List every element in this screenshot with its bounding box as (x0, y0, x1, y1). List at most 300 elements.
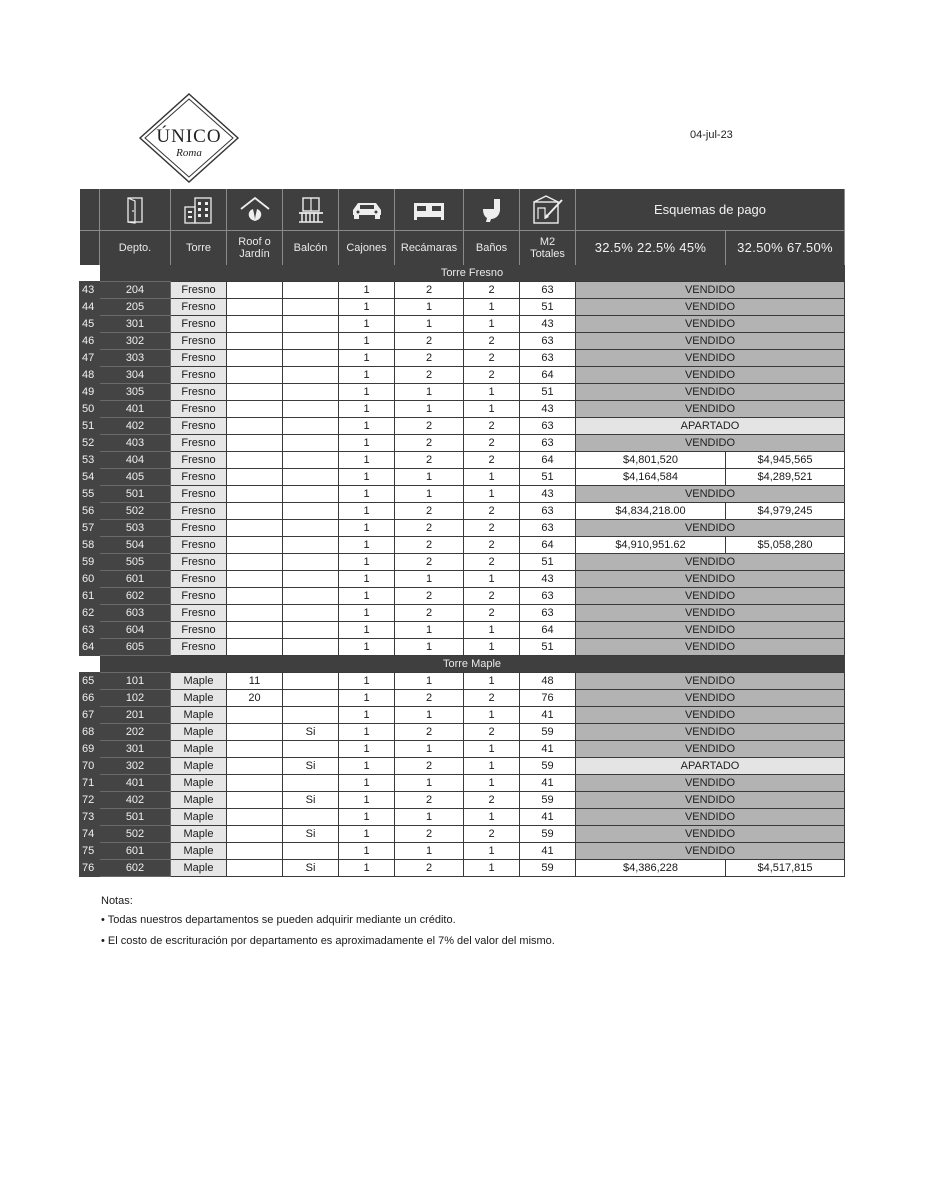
balcon-cell (283, 316, 339, 333)
logo (138, 92, 240, 184)
banos-cell: 1 (464, 775, 520, 792)
torre-cell: Maple (171, 826, 227, 843)
roof-cell (227, 707, 283, 724)
cajones-cell: 1 (339, 367, 395, 384)
roof-cell (227, 860, 283, 877)
m2-cell: 76 (520, 690, 576, 707)
row-number: 75 (80, 843, 100, 860)
cajones-cell: 1 (339, 537, 395, 554)
balcon-cell (283, 486, 339, 503)
roof-cell (227, 537, 283, 554)
depto-cell: 401 (100, 401, 171, 418)
torre-cell: Fresno (171, 401, 227, 418)
section-title: Torre Fresno (100, 265, 845, 282)
recamaras-cell: 2 (395, 758, 464, 775)
banos-cell: 2 (464, 605, 520, 622)
units-table (79, 189, 845, 877)
torre-cell: Fresno (171, 554, 227, 571)
m2-cell: 41 (520, 843, 576, 860)
section-gutter (80, 265, 100, 282)
torre-cell: Maple (171, 673, 227, 690)
roof-cell (227, 452, 283, 469)
depto-cell: 201 (100, 707, 171, 724)
banos-cell: 2 (464, 282, 520, 299)
status-cell: VENDIDO (576, 435, 845, 452)
header-roof-label: Roof o Jardín (238, 236, 271, 260)
table-row (80, 503, 845, 520)
banos-cell: 1 (464, 673, 520, 690)
price-scheme-2: $4,979,245 (726, 503, 845, 520)
depto-cell: 301 (100, 741, 171, 758)
cajones-cell: 1 (339, 571, 395, 588)
cajones-cell: 1 (339, 673, 395, 690)
table-row (80, 588, 845, 605)
row-number: 60 (80, 571, 100, 588)
table-row (80, 826, 845, 843)
roof-cell: 20 (227, 690, 283, 707)
m2-cell: 43 (520, 401, 576, 418)
row-number: 67 (80, 707, 100, 724)
roof-cell (227, 826, 283, 843)
row-number: 47 (80, 350, 100, 367)
row-number: 70 (80, 758, 100, 775)
roof-cell (227, 520, 283, 537)
balcon-cell (283, 384, 339, 401)
depto-cell: 101 (100, 673, 171, 690)
status-cell: VENDIDO (576, 724, 845, 741)
recamaras-cell: 2 (395, 452, 464, 469)
depto-cell: 604 (100, 622, 171, 639)
row-number: 43 (80, 282, 100, 299)
m2-cell: 63 (520, 588, 576, 605)
m2-cell: 63 (520, 282, 576, 299)
status-cell: VENDIDO (576, 350, 845, 367)
depto-cell: 602 (100, 588, 171, 605)
m2-cell: 43 (520, 316, 576, 333)
table-row (80, 605, 845, 622)
torre-cell: Fresno (171, 418, 227, 435)
balcon-cell (283, 707, 339, 724)
header-depto: Depto. (100, 231, 171, 266)
m2-cell: 63 (520, 503, 576, 520)
recamaras-cell: 1 (395, 707, 464, 724)
roof-cell (227, 843, 283, 860)
notes-title: Notas: (101, 895, 133, 907)
torre-cell: Fresno (171, 299, 227, 316)
header-banos: Baños (464, 231, 520, 266)
m2-cell: 48 (520, 673, 576, 690)
torre-cell: Fresno (171, 435, 227, 452)
table-row (80, 775, 845, 792)
banos-cell: 2 (464, 554, 520, 571)
cajones-cell: 1 (339, 469, 395, 486)
depto-cell: 302 (100, 333, 171, 350)
header-cajones: Cajones (339, 231, 395, 266)
status-cell: VENDIDO (576, 554, 845, 571)
recamaras-cell: 1 (395, 571, 464, 588)
depto-cell: 303 (100, 350, 171, 367)
cajones-cell: 1 (339, 554, 395, 571)
m2-cell: 41 (520, 707, 576, 724)
depto-cell: 404 (100, 452, 171, 469)
depto-cell: 401 (100, 775, 171, 792)
torre-cell: Maple (171, 775, 227, 792)
balcon-cell (283, 282, 339, 299)
table-row (80, 707, 845, 724)
units-body (80, 265, 845, 877)
table-row (80, 537, 845, 554)
m2-cell: 51 (520, 469, 576, 486)
balcon-cell (283, 843, 339, 860)
m2-cell: 51 (520, 554, 576, 571)
m2-cell: 64 (520, 537, 576, 554)
torre-cell: Fresno (171, 333, 227, 350)
recamaras-cell: 2 (395, 282, 464, 299)
cajones-cell: 1 (339, 435, 395, 452)
car-icon (350, 198, 384, 222)
price-scheme-1: $4,801,520 (576, 452, 726, 469)
cajones-cell: 1 (339, 282, 395, 299)
banos-cell: 2 (464, 435, 520, 452)
row-number: 73 (80, 809, 100, 826)
cajones-cell: 1 (339, 690, 395, 707)
status-cell: VENDIDO (576, 741, 845, 758)
header-m2-label: M2 Totales (530, 236, 565, 260)
section-gutter (80, 656, 100, 673)
status-cell: VENDIDO (576, 843, 845, 860)
depto-cell: 501 (100, 809, 171, 826)
recamaras-cell: 1 (395, 843, 464, 860)
status-cell: VENDIDO (576, 605, 845, 622)
table-row (80, 741, 845, 758)
cajones-cell: 1 (339, 809, 395, 826)
row-number: 61 (80, 588, 100, 605)
roof-cell (227, 554, 283, 571)
cajones-cell: 1 (339, 792, 395, 809)
row-number: 50 (80, 401, 100, 418)
header-icon-cell (100, 189, 171, 231)
roof-cell (227, 758, 283, 775)
recamaras-cell: 1 (395, 469, 464, 486)
table-row (80, 571, 845, 588)
status-cell: VENDIDO (576, 673, 845, 690)
table-row (80, 435, 845, 452)
price-scheme-2: $5,058,280 (726, 537, 845, 554)
recamaras-cell: 2 (395, 605, 464, 622)
table-row (80, 452, 845, 469)
torre-cell: Fresno (171, 605, 227, 622)
header-m2 (520, 231, 576, 266)
torre-cell: Maple (171, 724, 227, 741)
row-number: 48 (80, 367, 100, 384)
m2-cell: 59 (520, 758, 576, 775)
torre-cell: Fresno (171, 486, 227, 503)
price-scheme-2: $4,289,521 (726, 469, 845, 486)
m2-cell: 51 (520, 384, 576, 401)
table-row (80, 401, 845, 418)
depto-cell: 302 (100, 758, 171, 775)
balcon-cell (283, 741, 339, 758)
roof-cell (227, 571, 283, 588)
banos-cell: 1 (464, 299, 520, 316)
torre-cell: Fresno (171, 282, 227, 299)
row-number: 65 (80, 673, 100, 690)
price-scheme-1: $4,834,218.00 (576, 503, 726, 520)
table-row (80, 486, 845, 503)
row-number: 58 (80, 537, 100, 554)
banos-cell: 1 (464, 486, 520, 503)
torre-cell: Maple (171, 707, 227, 724)
table-row (80, 384, 845, 401)
cajones-cell: 1 (339, 333, 395, 350)
table-row (80, 843, 845, 860)
depto-cell: 505 (100, 554, 171, 571)
status-cell: VENDIDO (576, 401, 845, 418)
recamaras-cell: 1 (395, 299, 464, 316)
recamaras-cell: 2 (395, 520, 464, 537)
table-row (80, 554, 845, 571)
table-row (80, 350, 845, 367)
balcon-cell (283, 350, 339, 367)
door-icon (124, 196, 146, 224)
banos-cell: 1 (464, 741, 520, 758)
recamaras-cell: 1 (395, 384, 464, 401)
table-row (80, 690, 845, 707)
cajones-cell: 1 (339, 486, 395, 503)
cajones-cell: 1 (339, 350, 395, 367)
document-date: 04-jul-23 (690, 129, 733, 141)
status-cell: VENDIDO (576, 826, 845, 843)
balcon-cell (283, 775, 339, 792)
balcon-cell (283, 588, 339, 605)
table-row (80, 622, 845, 639)
recamaras-cell: 2 (395, 690, 464, 707)
status-cell: VENDIDO (576, 571, 845, 588)
table-row (80, 367, 845, 384)
torre-cell: Fresno (171, 469, 227, 486)
cajones-cell: 1 (339, 520, 395, 537)
roof-cell: 11 (227, 673, 283, 690)
roof-cell (227, 639, 283, 656)
depto-cell: 204 (100, 282, 171, 299)
row-number: 53 (80, 452, 100, 469)
torre-cell: Fresno (171, 350, 227, 367)
banos-cell: 1 (464, 571, 520, 588)
status-cell: VENDIDO (576, 690, 845, 707)
row-number: 68 (80, 724, 100, 741)
m2-cell: 41 (520, 775, 576, 792)
roof-cell (227, 418, 283, 435)
m2-cell: 59 (520, 792, 576, 809)
roof-cell (227, 435, 283, 452)
header-icon-row (80, 189, 845, 231)
banos-cell: 1 (464, 860, 520, 877)
cajones-cell: 1 (339, 775, 395, 792)
row-number: 64 (80, 639, 100, 656)
cajones-cell: 1 (339, 605, 395, 622)
depto-cell: 601 (100, 843, 171, 860)
row-number: 63 (80, 622, 100, 639)
section-title: Torre Maple (100, 656, 845, 673)
banos-cell: 1 (464, 316, 520, 333)
depto-cell: 205 (100, 299, 171, 316)
row-number: 56 (80, 503, 100, 520)
balcon-cell (283, 571, 339, 588)
roof-cell (227, 299, 283, 316)
torre-cell: Maple (171, 860, 227, 877)
recamaras-cell: 2 (395, 503, 464, 520)
torre-cell: Fresno (171, 316, 227, 333)
status-cell: VENDIDO (576, 333, 845, 350)
header-scheme-2: 32.50% 67.50% (726, 231, 845, 266)
torre-cell: Maple (171, 741, 227, 758)
depto-cell: 503 (100, 520, 171, 537)
depto-cell: 605 (100, 639, 171, 656)
recamaras-cell: 2 (395, 435, 464, 452)
header-icon-cell (339, 189, 395, 231)
m2-cell: 64 (520, 367, 576, 384)
depto-cell: 504 (100, 537, 171, 554)
torre-cell: Fresno (171, 452, 227, 469)
m2-cell: 51 (520, 299, 576, 316)
banos-cell: 1 (464, 639, 520, 656)
banos-cell: 2 (464, 690, 520, 707)
table-row (80, 673, 845, 690)
balcon-cell: Si (283, 724, 339, 741)
cajones-cell: 1 (339, 622, 395, 639)
banos-cell: 2 (464, 520, 520, 537)
m2-cell: 63 (520, 350, 576, 367)
header-gutter (80, 231, 100, 266)
cajones-cell: 1 (339, 299, 395, 316)
row-number: 49 (80, 384, 100, 401)
status-cell: VENDIDO (576, 520, 845, 537)
recamaras-cell: 2 (395, 537, 464, 554)
roof-cell (227, 724, 283, 741)
header-icon-cell (227, 189, 283, 231)
depto-cell: 405 (100, 469, 171, 486)
recamaras-cell: 1 (395, 486, 464, 503)
banos-cell: 1 (464, 707, 520, 724)
roof-cell (227, 486, 283, 503)
roof-cell (227, 282, 283, 299)
roof-cell (227, 401, 283, 418)
recamaras-cell: 1 (395, 316, 464, 333)
balcon-cell (283, 418, 339, 435)
depto-cell: 202 (100, 724, 171, 741)
roof-cell (227, 605, 283, 622)
m2-cell: 63 (520, 418, 576, 435)
torre-cell: Maple (171, 792, 227, 809)
header-icon-cell (171, 189, 227, 231)
depto-cell: 403 (100, 435, 171, 452)
m2-cell: 43 (520, 571, 576, 588)
status-cell: APARTADO (576, 758, 845, 775)
recamaras-cell: 2 (395, 724, 464, 741)
status-cell: VENDIDO (576, 775, 845, 792)
cajones-cell: 1 (339, 452, 395, 469)
banos-cell: 2 (464, 452, 520, 469)
cajones-cell: 1 (339, 384, 395, 401)
status-cell: VENDIDO (576, 809, 845, 826)
balcon-cell (283, 809, 339, 826)
recamaras-cell: 1 (395, 401, 464, 418)
m2-cell: 64 (520, 622, 576, 639)
m2-cell: 63 (520, 605, 576, 622)
torre-cell: Maple (171, 809, 227, 826)
balcon-cell (283, 520, 339, 537)
row-number: 76 (80, 860, 100, 877)
price-scheme-1: $4,386,228 (576, 860, 726, 877)
table-row (80, 792, 845, 809)
depto-cell: 301 (100, 316, 171, 333)
recamaras-cell: 2 (395, 418, 464, 435)
note-item: • El costo de escrituración por departamento es aproximadamente el 7% del valor del mismo. (101, 935, 555, 947)
row-number: 72 (80, 792, 100, 809)
bed-icon (411, 198, 447, 222)
roof-cell (227, 741, 283, 758)
banos-cell: 2 (464, 367, 520, 384)
balcon-cell (283, 469, 339, 486)
balcon-cell (283, 299, 339, 316)
roof-cell (227, 316, 283, 333)
depto-cell: 603 (100, 605, 171, 622)
cajones-cell: 1 (339, 741, 395, 758)
balcon-cell (283, 333, 339, 350)
depto-cell: 501 (100, 486, 171, 503)
price-scheme-1: $4,164,584 (576, 469, 726, 486)
banos-cell: 1 (464, 843, 520, 860)
row-number: 45 (80, 316, 100, 333)
status-cell: VENDIDO (576, 367, 845, 384)
row-number: 54 (80, 469, 100, 486)
torre-cell: Fresno (171, 571, 227, 588)
cajones-cell: 1 (339, 316, 395, 333)
banos-cell: 2 (464, 724, 520, 741)
banos-cell: 2 (464, 333, 520, 350)
row-number: 57 (80, 520, 100, 537)
balcon-cell (283, 435, 339, 452)
m2-cell: 41 (520, 741, 576, 758)
m2-cell: 41 (520, 809, 576, 826)
torre-cell: Maple (171, 758, 227, 775)
recamaras-cell: 2 (395, 792, 464, 809)
logo-subtitle: Roma (176, 147, 202, 159)
row-number: 44 (80, 299, 100, 316)
torre-cell: Fresno (171, 588, 227, 605)
row-number: 51 (80, 418, 100, 435)
banos-cell: 1 (464, 809, 520, 826)
depto-cell: 304 (100, 367, 171, 384)
table-row (80, 860, 845, 877)
recamaras-cell: 2 (395, 333, 464, 350)
recamaras-cell: 1 (395, 622, 464, 639)
torre-cell: Maple (171, 690, 227, 707)
balcon-cell: Si (283, 758, 339, 775)
cajones-cell: 1 (339, 639, 395, 656)
roof-cell (227, 809, 283, 826)
row-number: 69 (80, 741, 100, 758)
building-icon (183, 195, 215, 225)
row-number: 74 (80, 826, 100, 843)
row-number: 52 (80, 435, 100, 452)
roof-cell (227, 469, 283, 486)
recamaras-cell: 2 (395, 367, 464, 384)
banos-cell: 1 (464, 469, 520, 486)
torre-cell: Fresno (171, 367, 227, 384)
depto-cell: 402 (100, 418, 171, 435)
roof-cell (227, 384, 283, 401)
